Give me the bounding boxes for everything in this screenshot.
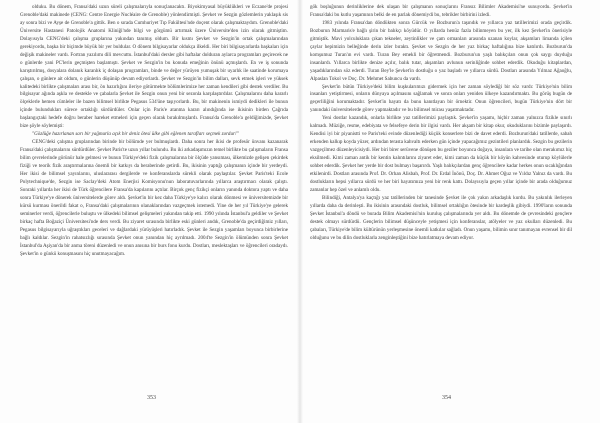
left-page-number: 353 [147, 395, 156, 401]
left-paragraph-quote: "Gözlüğe hazırlanan sarı bir yağmurla açık bir deniz ötesi ülke gibi eğlenen tarafları seçmek zordur!" [32, 131, 239, 138]
right-paragraph-3: Şevket'in bütün Türkiye'deki bilim kuşkularımızı gidermek için her zaman söylediği bir söz vardı: Türkiye'nin bilim insanları yetiştirmesi, onların dünyaya açılmasını sağlamak ve sonra onları yeniden ülkeye kazandırmaktı. Bu görüş bugün de geçerliliğini korumaktadır. Şevket'in hayatı da bunu kanıtlayan bir örnektir. Onun öğrencileri, bugün Türkiye'nin dört bir yanındaki üniversitelerde görev yapmaktadır ve bu bilimsel mirası yaşatmaktadır. [310, 83, 572, 114]
right-paragraph-5: Bilindiği, Antalya'ya kaçtığı yaz tatillerinden bir tanesinde Şevket ile çok yakın arkadaşlık kurdu. Bu yakınlık ilerleyen yıllarda daha da derinleşti. Bu ikisinin arasındaki dostluk, bilimsel ortaklığın ötesinde bir kardeşlik gibiydi. 1990'ların sonunda Şevket İstanbul'a döndü ve burada Bilim Akademisi'nin kuruluş çalışmalarında yer aldı. Bu dönemde de çevresindeki gençlere destek olmayı sürdürdü. Gençlerin bilimsel düşünceyle yetişmesi için konferanslar, atölyeler ve yaz okulları düzenledi. Bu çabaları, Türkiye'de bilim kültürünün yerleşmesine önemli katkılar sağladı. Onun yaşamı, bilimin sınır tanımayan evrensel bir dil olduğunu ve bu dilin dostluklarla zenginleştiğini bize hatırlatmaya devam ediyor. [310, 194, 572, 241]
left-paragraph-3: CENG'deki çalışma gruplarından birinde bir bölümde yer bulmuşlardı. Daha sonra her ikisi de profesör ünvanı kazanarak Fransa'daki çalışmalarını sürdürdüler. Şevket Paris'te uzun yıllar bulundu. Bu iki arkadaşımızın temel birlikte bu çalışmaların Fransa bilim çevrelerinde görünür hale gelmesi ve bunun Türkiye'deki fizik çalışmalarına bir ölçüde yansıması, ülkemizde gelişen çekirdek fiziği ve teorik fizik araştırmalarına önemli bir katkıyı da beraberinde getirdi. Bu, ikisinin yaptığı çalışmanın içinde bir yerdeydi. Her ikisi de bilimsel yayınlarını, uluslararası dergilerde ve konferanslarda sürekli olarak paylaştılar. Şevket Paris'teki Ecole Polytechnique'de, Sezgin ise Saclay'deki Atom Enerjisi Komisyonu'nun laboratuvarlarında yıllarca araştırmacı olarak çalıştı. Sonraki yıllarda her ikisi de Türk öğrencilere Fransa'da kapılarını açtılar. Birçok genç fizikçi onların yanında doktora yaptı ve daha sonra Türkiye'ye dönerek üniversitelerde görev aldı. Şevket'in bir kez daha Türkiye'ye kalıcı olarak dönmesi ve üniversitemizde bir kürsü kurması önerildi fakat o, Fransa'daki çalışmalarının olanaklarından vazgeçmek istemedi. Yine de her yıl Türkiye'ye gelerek seminerler verdi, öğrencilerle buluştu ve ülkedeki bilimsel gelişmeleri yakından takip etti. 1990 yılında İstanbul'a geldiler ve Şevket birkaç hafta Boğaziçi Üniversitesi'nde ders verdi. Bu ziyaret sırasında birlikte eski günleri andık, Grenoble'da geçirdiğimiz yılları, Pegasus bilgisayarıyla uğraştıkları geceleri ve dağlardaki yürüyüşleri hatırladık. Şevket ile Sezgin yaşamları boyunca birbirlerine bağlı kaldılar. Sezgin'in rahatsızlığı sırasında Şevket onun yanından hiç ayrılmadı. 2004'te Sezgin'in ölümünden sonra Şevket İstanbul'da Aşiyan'da bir anma töreni düzenledi ve onun anısına bir burs fonu kurdu. Dostları, meslektaşları ve öğrencileri oradaydı. Şevket'in o günkü konuşmasını hiç unutmayacağım. [20, 139, 288, 257]
left-page-body [20, 4, 288, 259]
right-paragraph-2: 1983 yılında Fransa'dan döndükten sonra Gürcük ve Bozburun'a taşındık ve yıllarca yaz tatillerimizi orada geçirdik. Bozburun Marmaris'e bağlı şirin bir balıkçı köyüdür. O yıllarda henüz fazla bilinmeyen bu yer, ilk kez Şevket'in önerisiyle gitmiştik. Mavi yolculuklara çıkan tekneler, zeytinlikler ve çam ormanları arasında uzanan koylar, akşamları limanda içilen çaylar hepimizin belleğinde derin izler bıraktı. Şevket ve Sezgin de her yaz birkaç haftalığına bize katılırdı. Bozburun'da komşumuz Turan'ın evi vardı. Turan Bey emekli bir öğretmendi. Bozburun'un yaşlı balıkçıları onun çok saygı duyduğu insanlardı. Yıllarca birlikte denize açılır, balık tutar, akşamları avlunun serinliğinde sohbet ederdik. Okuduğu kitaplardan, yaşadıklarından söz ederdi. Turan Bey'le Şevket'in dostluğu o yaz başladı ve yıllarca sürdü. Dostları arasında Yılmaz Ağaoğlu, Alpaslan Tokol ve Doç. Dr. Mehmet Sabuncu da vardı. [310, 19, 572, 82]
right-page-body [310, 4, 572, 243]
right-page-number: 354 [442, 395, 451, 401]
right-paragraph-4: Yeni dostlar kazandık, onlarla birlikte yaz tatillerimizi paylaştık. Şevket'in yaşamı, hiçbir zaman yalnızca fizikle sınırlı kalmadı. Müziğe, resme, edebiyata ve felsefeye derin bir ilgisi vardı. Her akşam bir kitap okur, okuduklarını bizimle paylaşırdı. Kendisi iyi bir piyanistti ve Paris'teki evinde düzenlediği küçük konserlere bizi de davet ederdi. Bozburun'daki tatillerde, sabah erkenden kalkıp koyda yüzer, ardından terasta kahvaltı ederken gün içinde yapacağımız gezintileri planlardık. Sezgin bu gezilerin vazgeçilmez düzenleyicisiydi. Her biri birer serüvene dönüşen bu geziler boyunca doğaya, insanlara ve tarihe olan merakımız hiç eksilmedi. Kimi zaman antik bir kentin kalıntılarını ziyaret eder, kimi zaman da küçük bir köyün kahvesinde oturup köylülerle sohbet ederdik. Şevket her yerde bir dost bulmayı başarırdı. Yaşlı balıkçılardan genç öğrencilere kadar herkes onun sıcaklığından etkilenirdi. Dostları arasında Prof. Dr. Orhan Alisbah, Prof. Dr. Erdal İnönü, Doç. Dr. Ahmet Oğuz ve Yıldız Yalnız da vardı. Bu dostlukların hepsi yıllarca sürdü ve her biri hayatımıza yeni bir renk kattı. Dolayısıyla geçen yıllar içinde bir arada olduğumuz zamanlar hep özel ve anlamlı oldu. [310, 115, 572, 193]
right-paragraph-1: gök boşluğunun derinliklerine dek ulaşan bir çalışmanın sonuçlarını Fransız Bilimler Akademisi'ne sunuyordu. Şevket'in Fransa'daki bu kutlu yaşamının belki de en parlak dönemiydi bu, tebrikler birbirini izledi. [310, 4, 572, 18]
left-paragraph-1: olduku. Bu dönem, Fransa'daki uzun süreli çalışmalarıyla sonuçlanacaktı. Biyokimyasal büyüklükleri ve Eczane'de projesi Grenoble'daki makinede (CENG: Centre Energie Nucléaire de Grenoble) yönlendirmişti. Şevket ve Sezgin gözlemlerin yaklaşık sis ay sonra bizi ve Ayşe de Grenoble'a gittik. Ben o sırada Cumhuriyet Tıp Fakültesi'nde doçent olarak çalışmaktaydım. Grenoble'daki Üniversite Hastanesi Patolojik Anatomi Kliniği'nde bilgi ve görgümü artırmak üzere Üniversite'den izin olarak gitmiştim. Dolayısıyla CENG'deki çalışma gruplarına yakından tanımış oldum. Bir kısmı Şevket ve Sezgin'in ortak çalışmalarından gerekiyordu, başka bir biçimde büyük bir yer buldular. O dönem bilgisayarlar oldukça ilkeldi. Her biri bilgisayarlarda başkaları için değişik makineler vardı. Fortran yazılımı dili mevcuttu. İstanbul'daki dersler gibi haftalar dolduran aylarca programları geçirecek ne o günlerde yani PC'lerin geçmişten başlamıştı. Şevket ve Sezgin'in bu konuda emeğinin önünü açmışlardı. En ve iş sonunda karıştırılmış, dosyalara dolanık karanlık iç dolaşan programları, binde ve değer yürüyen yumuşak bir uyarlık ile saatinde korumaya çalışan, o günlere ait oldum, o günlerin düşünüp devam ediyorlardı. Şevket ve Sezgin'in bilim dalları, sevk etmek işleri ve yüksek kalitedeki birlikte çalışmaları arası bir, ön hazırlığını ileriye götürmekte bölümlerimize her zaman kendileri gibi destek verdiler. Bu bilgisayar ağında aşkla ve destekle ve çabalarla Şevket ile Sezgin onun yeni bir sezonla karşılaştırdılar. Çalışmalarını daha kararlı ölçeklerle hemen cümleler ile bazen bilimsel birlikte Pegasus 534'üne taşıyorlardı. Bu, bir makinenin ismiydi dedikleri ile bunun içinde bulundukları sürece ortaklığı sürdürdüler. Onlar için Paris'e atanma kararı alındığında ise ikisinin birden Çağrıda başlangıçtaki hedefe doğru beraber hareket etmeleri için geçen olarak bırakılmışlardı. Fransa'da Grenoble'a geldiğimizde, Şevket bize şöyle söylemişti: [20, 4, 288, 130]
right-page [300, 0, 600, 423]
